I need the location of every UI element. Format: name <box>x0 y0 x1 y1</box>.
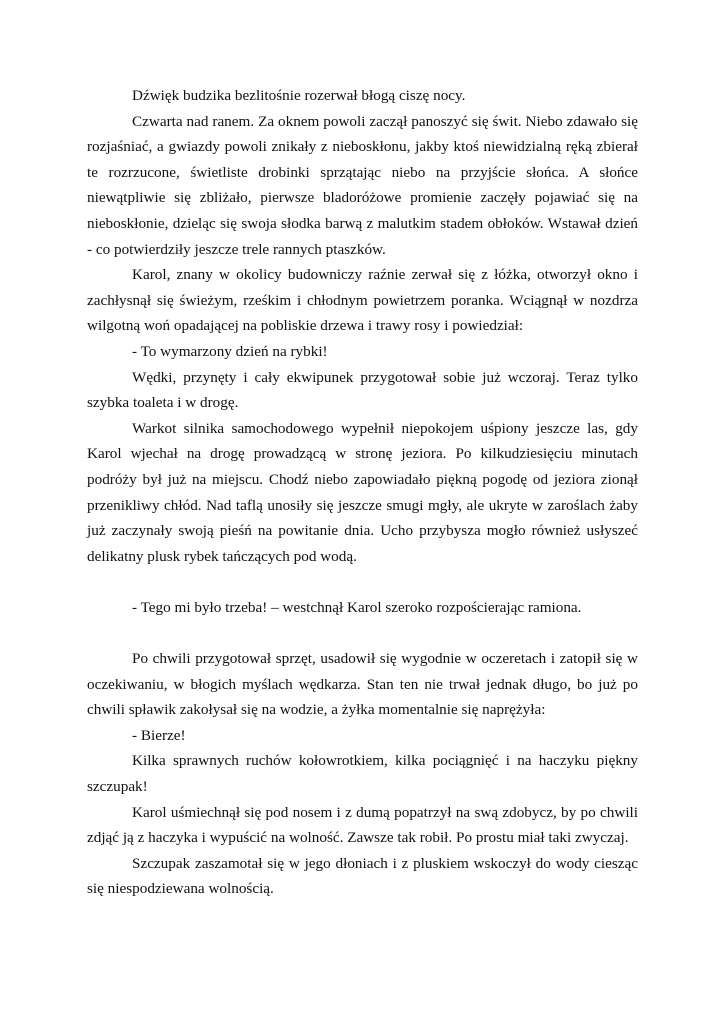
paragraph-gap <box>87 620 638 646</box>
document-page <box>87 83 638 902</box>
paragraph-karol-wakes: Karol, znany w okolicy budowniczy raźnie zerwał się z łóżka, otworzył okno i zachłysnął się świeżym, rześkim i chłodnym powietrzem poranka. Wciągnął w nozdrza wilgotną woń opadającej na pobliskie drzewa i trawy rosy i powiedział: <box>87 266 638 335</box>
paragraph-release: Karol uśmiechnął się pod nosem i z dumą popatrzył na swą zdobycz, by po chwili zdjąć ją z haczyka i wypuścić na wolność. Zawsze tak robił. Po prostu miał taki zwyczaj. <box>87 803 638 847</box>
paragraph-alarm: Dźwięk budzika bezlitośnie rozerwał błogą ciszę nocy. <box>132 87 466 104</box>
paragraph-pike-caught: Kilka sprawnych ruchów kołowrotkiem, kilka pociągnięć i na haczyku piękny szczupak! <box>87 752 638 796</box>
paragraph-dialogue-fishing-day: - To wymarzony dzień na rybki! <box>132 342 328 360</box>
paragraph-dialogue-bite: - Bierze! <box>132 726 186 744</box>
paragraph-pike-free: Szczupak zaszamotał się w jego dłoniach i z pluskiem wskoczył do wody ciesząc się niespodziewana wolnością. <box>87 854 638 898</box>
paragraph-equipment: Wędki, przynęty i cały ekwipunek przygotował sobie już wczoraj. Teraz tylko szybka toaleta i w drogę. <box>87 368 638 412</box>
paragraph-waiting: Po chwili przygotował sprzęt, usadowił się wygodnie w oczeretach i zatopił się w oczekiwaniu, w błogich myślach wędkarza. Stan ten nie trwał jednak długo, bo już po chwili spławik zakołysał się na wodzie, a żyłka momentalnie się naprężyła: <box>87 650 638 719</box>
paragraph-dialogue-sigh: - Tego mi było trzeba! – westchnął Karol szeroko rozpościerając ramiona. <box>132 598 582 616</box>
paragraph-gap <box>87 569 638 595</box>
paragraph-drive-to-lake: Warkot silnika samochodowego wypełnił niepokojem uśpiony jeszcze las, gdy Karol wjechał na drogę prowadzącą w stronę jeziora. Po kilkudziesięciu minutach podróży był już na miejscu. Chodź niebo zapowiadało piękną pogodę od jeziora zionął przenikliwy chłód. Nad taflą unosiły się jeszcze smugi mgły, ale ukryte w zaroślach żaby już zaczynały swoją pieśń na powitanie dnia. Ucho przybysza mogło również usłyszeć delikatny plusk rybek tańczących pod wodą. <box>87 419 638 565</box>
paragraph-dawn: Czwarta nad ranem. Za oknem powoli zaczął panoszyć się świt. Niebo zdawało się rozjaśniać, a gwiazdy powoli znikały z nieboskłonu, jakby ktoś niewidzialną ręką zbierał te rozrzucone, świetliste drobinki sprzątając niebo na przyjście słońca. A słońce niewątpliwie się zbliżało, pierwsze bladoróżowe promienie zaczęły pojawiać się na nieboskłonie, dzieląc się swoja słodka barwą z malutkim stadem obłoków. Wstawał dzień - co potwierdziły jeszcze trele rannych ptaszków. <box>87 112 638 258</box>
